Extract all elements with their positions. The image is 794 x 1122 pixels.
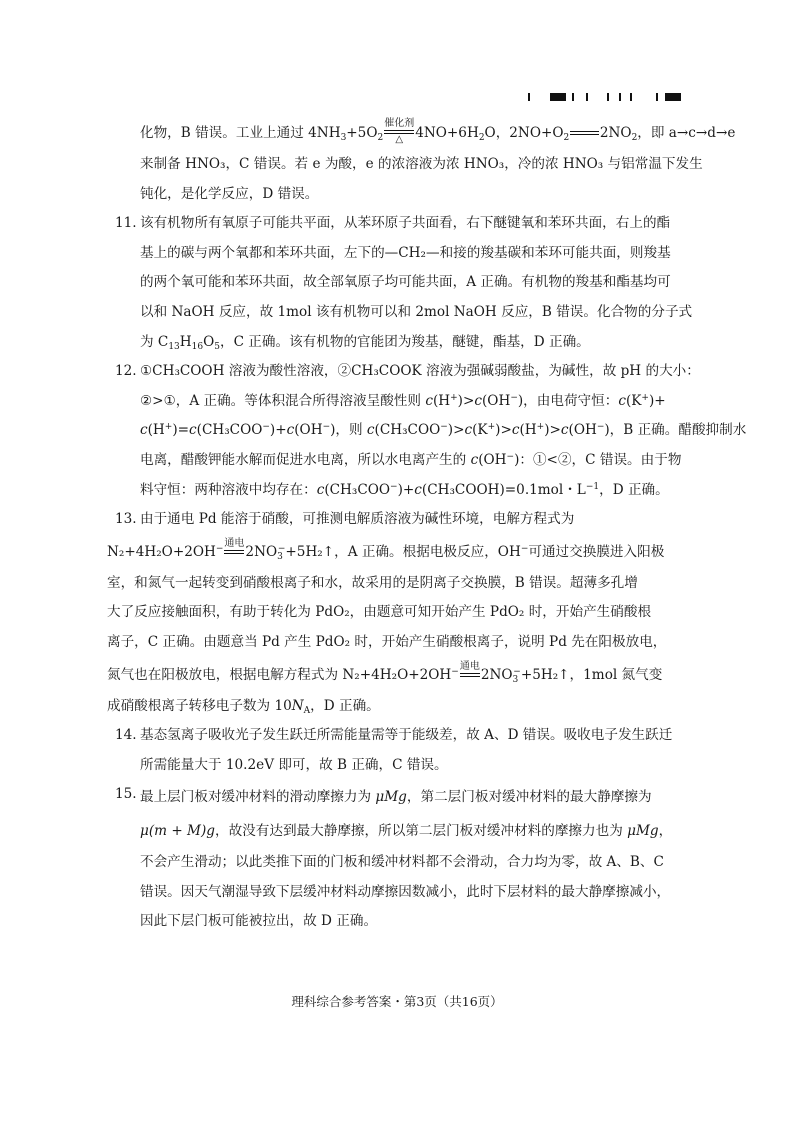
reaction-condition: 催化剂 △ (384, 117, 415, 145)
answer-line: 最上层门板对缓冲材料的滑动摩擦力为 μMg，第二层门板对缓冲材料的最大静摩擦为 (140, 789, 652, 806)
item-number: 13. (115, 511, 137, 528)
answer-line: 以和 NaOH 反应，故 1mol 该有机物可以和 2mol NaOH 反应，B 错误。化合物的分子式 (140, 303, 693, 320)
answer-15 (107, 780, 687, 937)
answer-10-continued (107, 116, 736, 209)
answer-line: 氮气也在阳极放电，根据电解方程式为 N₂+4H₂O+2OH− 通电 $2NO_3^-+5H_2↑$，1mol 氮气变 (107, 660, 663, 685)
answer-body (107, 116, 747, 937)
answer-line: 钝化，是化学反应，D 错误。 (140, 185, 319, 202)
item-number: 15. (115, 786, 137, 803)
answer-14 (107, 721, 687, 780)
answer-11 (107, 209, 693, 357)
answer-line: 室，和氮气一起转变到硝酸根离子和水，故采用的是阴离子交换膜，B 错误。超薄多孔增 (107, 574, 638, 591)
answer-line: 基上的碳与两个氧都和苯环共面，左下的—CH₂—和接的羧基碳和苯环可能共面，则羧基 (140, 244, 671, 261)
answer-line: ①CH₃COOH 溶液为酸性溶液，②CH₃COOK 溶液为强碱弱酸盐，为碱性，故 pH 的大小： (140, 363, 700, 380)
answer-12 (107, 357, 747, 505)
answer-line: 的两个氧可能和苯环共面，故全部氧原子均可能共面，A 正确。有机物的羧基和酯基均可 (140, 274, 671, 291)
answer-line: 来制备 HNO₃，C 错误。若 e 为酸，e 的浓溶液为浓 HNO₃，冷的浓 HNO₃ 与铝常温下发生 (140, 156, 703, 172)
answer-line: 成硝酸根离子转移电子数为 $10N_A$，D 正确。 (107, 697, 380, 716)
answer-line: 由于通电 Pd 能溶于硝酸，可推测电解质溶液为碱性环境，电解方程式为 (140, 511, 575, 528)
answer-line: 不会产生滑动；以此类推下面的门板和缓冲材料都不会滑动，合力均为零，故 A、B、C (140, 854, 664, 871)
answer-line: 基态氢离子吸收光子发生跃迁所需能量需等于能级差，故 A、D 错误。吸收电子发生跃迁 (140, 727, 673, 744)
answer-13 (107, 505, 687, 721)
answer-line: μ(m + M)g，故没有达到最大静摩擦，所以第二层门板对缓冲材料的摩擦力也为 μMg， (140, 823, 673, 840)
answer-line: ②>①，A 正确。等体积混合所得溶液呈酸性则 c(H+)>c(OH−)，由电荷守恒：c(K+)+ (140, 392, 666, 409)
item-number: 11. (115, 215, 137, 232)
answer-line: N₂+4H₂O+2OH− 通电 $2NO_3^-+5H_2↑$，A 正确。根据电极反应，OH−可通过交换膜进入阳极 (107, 537, 665, 562)
answer-line: 电离，醋酸钾能水解而促进水电离，所以水电离产生的 c(OH−)：①<②，C 错误。由于物 (140, 451, 682, 468)
item-number: 14. (115, 727, 137, 744)
answer-line: c(H+)=c(CH₃COO−)+c(OH−)，则 c(CH₃COO−)>c(K+)>c(H+)>c(OH−)，B 正确。醋酸抑制水 (140, 422, 747, 439)
reaction-condition: 通电 (460, 662, 480, 685)
answer-line: 大了反应接触面积，有助于转化为 PdO₂，由题意可知开始产生 PdO₂ 时，开始产生硝酸根 (107, 604, 652, 621)
answer-line: 所需能量大于 10.2eV 即可，故 B 正确，C 错误。 (140, 756, 448, 773)
answer-line: 离子，C 正确。由题意当 Pd 产生 PdO₂ 时，开始产生硝酸根离子，说明 Pd 先在阳极放电， (107, 633, 667, 650)
answer-line: 料守恒：两种溶液中均存在：c(CH₃COO−)+c(CH₃COOH)=0.1mol・$L^{-1}$，D 正确。 (140, 481, 669, 498)
answer-line: 该有机物所有氧原子可能共平面，从苯环原子共面看，右下醚键氧和苯环共面，右上的酯 (140, 215, 671, 232)
barcode-mark (528, 93, 684, 101)
answer-line: 为 $C_{13}H_{16}O_5$，C 正确。该有机物的官能团为羧基，醚键，酯基，D 正确。 (140, 333, 590, 352)
answer-line: 错误。因天气潮湿导致下层缓冲材料动摩擦因数减小，此时下层材料的最大静摩擦减小， (140, 883, 671, 900)
reaction-condition: 通电 (224, 539, 244, 562)
answer-line: 化物，B 错误。工业上通过 $4NH_3+5O_2$ 催化剂 △ $4NO+6H_2O$，$2NO+O_2$ $2NO_2$，即 a→c→d→e (140, 117, 736, 145)
answer-line: 因此下层门板可能被拉出，故 D 正确。 (140, 913, 378, 930)
equals-sign (570, 120, 599, 143)
item-number: 12. (115, 363, 137, 380)
page-footer: 理科综合参考答案・第3页（共16页） (291, 994, 503, 1009)
